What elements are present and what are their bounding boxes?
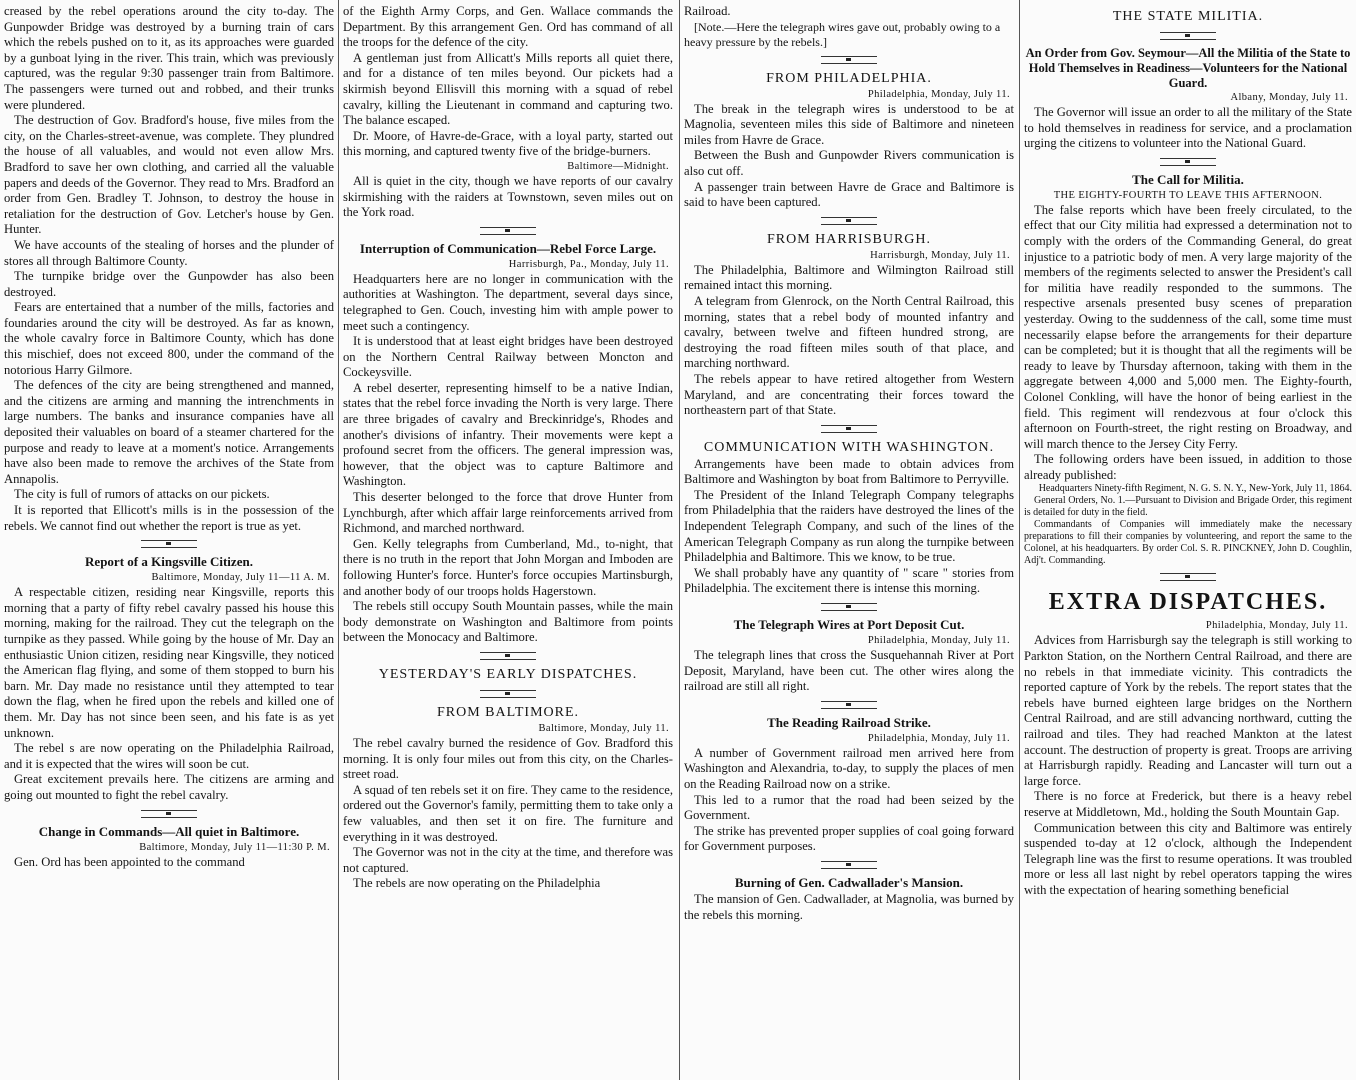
article-paragraph: The strike has prevented proper supplies of coal going forward for Government purposes. (684, 823, 1014, 854)
article-paragraph: Gen. Kelly telegraphs from Cumberland, Md., to-night, that there is no truth in the report that John Morgan and Imboden are following Hunter's force. Hunter's force occupies Martinsburgh, and another body of our troops holds Hagerstown. (343, 536, 673, 598)
column-2 (343, 4, 673, 1076)
article-paragraph: The false reports which have been freely circulated, to the effect that our City militia had expressed a determination not to comply with the orders of the Commanding General, do great injustice to a patriotic body of men. A very large majority of the members of the regiments selected to answer the President's call for militia have readily responded to the summons. The respective arsenals presented busy scenes of preparation yesterday. Owing to the suddenness of the call, some time must necessarily elapse before the arrangements for their departure can be completed; but it is thought that all the regiments will be ready to leave by Thursday afternoon, taking with them in the aggregate between 4,000 and 5,000 men. The Eighty-fourth, Colonel Conkling, will have the honor of being earliest in the field. This regiment will rendezvous at four o'clock this afternoon on Fourth-street, the right resting on Broadway, and will march thence to the Jersey City Ferry. (1024, 202, 1352, 451)
article-paragraph: The turnpike bridge over the Gunpowder has also been destroyed. (4, 269, 334, 299)
article-headline: The Telegraph Wires at Port Deposit Cut. (733, 617, 965, 633)
article-headline: Interruption of Communication—Rebel Force Large. (359, 240, 657, 256)
dateline: Philadelphia, Monday, July 11. (867, 732, 1010, 744)
section-heading: YESTERDAY'S EARLY DISPATCHES. (378, 666, 638, 682)
article-paragraph: The break in the telegraph wires is understood to be at Magnolia, seventeen miles this side of Baltimore and nineteen miles from Havre de Grace. (684, 101, 1014, 147)
article-headline: The Reading Railroad Strike. (767, 714, 931, 730)
dateline: Harrisburgh, Monday, July 11. (870, 249, 1010, 261)
article-paragraph: A passenger train between Havre de Grace and Baltimore is said to have been captured. (684, 179, 1014, 210)
article-paragraph: The rebel s are now operating on the Philadelphia Railroad, and it is expected that the wires will soon be cut. (4, 741, 334, 771)
column-rule (1019, 0, 1020, 1080)
section-separator (480, 652, 536, 660)
article-headline: Burning of Gen. Cadwallader's Mansion. (734, 874, 964, 890)
section-heading: THE STATE MILITIA. (1112, 9, 1264, 24)
article-paragraph: The mansion of Gen. Cadwallader, at Magnolia, was burned by the rebels this morning. (684, 891, 1014, 922)
article-paragraph: A number of Government railroad men arrived here from Washington and Alexandria, to-day, to supply the places of men on the Reading Railroad now on a strike. (684, 745, 1014, 791)
column-1 (4, 4, 334, 1076)
column-rule (338, 0, 339, 1080)
section-separator (821, 861, 877, 869)
article-paragraph: The rebels still occupy South Mountain passes, while the main body demonstrate on Washington and Baltimore from points between the Monocacy and Baltimore. (343, 599, 673, 645)
article-paragraph: We have accounts of the stealing of horses and the plunder of stores all through Baltimore County. (4, 237, 334, 268)
article-headline: The Call for Militia. (1132, 171, 1244, 187)
section-heading: FROM BALTIMORE. (436, 704, 580, 720)
article-paragraph: of the Eighth Army Corps, and Gen. Wallace commands the Department. By this arrangement Gen. Ord has command of all the troops for the defence of the city. (343, 4, 673, 50)
article-headline: Report of a Kingsville Citizen. (85, 554, 253, 570)
article-paragraph: A squad of ten rebels set it on fire. They came to the residence, ordered out the Governor's family, permitting them to take only a few valuables, and then set it on fire. The furniture and everything in it was destroyed. (343, 782, 673, 844)
section-separator (1160, 32, 1216, 40)
article-paragraph: The following orders have been issued, in addition to those already published: (1024, 452, 1352, 482)
column-rule (679, 0, 680, 1080)
section-separator (141, 810, 197, 818)
dateline: Baltimore—Midnight. (567, 160, 669, 172)
section-separator (1160, 158, 1216, 166)
dateline: Philadelphia, Monday, July 11. (867, 88, 1010, 100)
article-paragraph: Between the Bush and Gunpowder Rivers communication is also cut off. (684, 148, 1014, 178)
section-separator (1160, 573, 1216, 581)
section-heading: COMMUNICATION WITH WASHINGTON. (703, 439, 995, 455)
article-kicker: THE EIGHTY-FOURTH TO LEAVE THIS AFTERNOON. (1053, 189, 1323, 201)
article-paragraph: There is no force at Frederick, but there is a heavy rebel reserve at Middletown, Md., holding the South Mountain Gap. (1024, 789, 1352, 819)
dateline: Philadelphia, Monday, July 11. (867, 635, 1010, 647)
article-paragraph: A rebel deserter, representing himself to be a native Indian, states that the rebel force invading the North is very large. There are three brigades of cavalry and Breckinridge's, Rhodes and another's divisions of infantry. Their movements were kept a profound secret from the officers. The general impression was, however, that the object was to capture Baltimore and Washington. (343, 380, 673, 489)
dateline: Baltimore, Monday, July 11. (538, 722, 669, 734)
article-paragraph: The destruction of Gov. Bradford's house, five miles from the city, on the Charles-street-avenue, was complete. They plundred the house of all valuables, and would not even allow Mrs. Bradford to save her own clothing, and carried all the valuable papers and deeds of the Governor. They read to Mrs. Bradford an order from Gen. Bradley T. Johnson, to destroy the house in retaliation for the destruction of Gov. Letcher's house by Gen. Hunter. (4, 113, 334, 237)
dateline: Harrisburgh, Pa., Monday, July 11. (508, 258, 669, 270)
article-paragraph: The Philadelphia, Baltimore and Wilmington Railroad still remained intact this morning. (684, 262, 1014, 293)
dateline: Baltimore, Monday, July 11—11 A. M. (151, 572, 330, 584)
order-text: Commandants of Companies will immediately make the necessary preparations to fill their companies by volunteering, and report the same to the Colonel, at his headquarters. By order Col. S. R. PINCKNEY, John D. Coughlin, Adj't. Commanding. (1024, 519, 1352, 567)
article-paragraph: Fears are entertained that a number of the mills, factories and foundaries around the city will be destroyed. As far as known, the whole cavalry force in Baltimore County, which has done this mischief, does not exceed 800, under the command of the notorious Harry Gilmore. (4, 300, 334, 377)
article-paragraph: A telegram from Glenrock, on the North Central Railroad, this morning, states that a rebel body of mounted infantry and cavalry, between twelve and fifteen hundred strong, are destroying the road fifteen miles south of that place, and marching northward. (684, 293, 1014, 371)
article-paragraph: Arrangements have been made to obtain advices from Baltimore and Washington by boat from Baltimore to Perryville. (684, 456, 1014, 487)
article-paragraph: Communication between this city and Baltimore was entirely suspended to-day at 12 o'clock, although the Independent Telegraph line was the first to resume operations. It was troubled more or less all last night by rebel operators tapping the wires with the expectation of hearing something beneficial (1024, 820, 1352, 897)
section-separator (141, 540, 197, 548)
section-heading: FROM PHILADELPHIA. (766, 70, 932, 86)
article-paragraph: Railroad. (684, 4, 731, 18)
section-separator (821, 701, 877, 709)
section-heading: FROM HARRISBURGH. (766, 231, 932, 247)
order-text: General Orders, No. 1.—Pursuant to Division and Brigade Order, this regiment is detailed for duty in the field. (1024, 495, 1352, 519)
section-separator (821, 603, 877, 611)
editor-note: [Note.—Here the telegraph wires gave out, probably owing to a heavy pressure by the rebels.] (684, 19, 1001, 49)
article-paragraph: The rebels are now operating on the Philadelphia (353, 876, 601, 891)
article-paragraph: Headquarters here are no longer in communication with the authorities at Washington. The department, several days since, telegraphed to Gen. Couch, investing him with ample power to meet such a contingency. (343, 271, 673, 333)
article-paragraph: It is reported that Ellicott's mills is in the possession of the rebels. We cannot find out whether the report is true as yet. (4, 503, 334, 533)
article-paragraph: The rebels appear to have retired altogether from Western Maryland, and are concentrating their forces toward the northeastern part of that State. (684, 371, 1014, 418)
dateline: Philadelphia, Monday, July 11. (1205, 620, 1348, 632)
article-paragraph: Dr. Moore, of Havre-de-Grace, with a loyal party, started out this morning, and captured twenty five of the bridge-burners. (343, 128, 673, 159)
article-paragraph: The Governor was not in the city at the time, and therefore was not captured. (343, 845, 673, 875)
article-paragraph: Gen. Ord has been appointed to the command (14, 854, 245, 869)
article-paragraph: The city is full of rumors of attacks on our pickets. (14, 487, 270, 502)
article-paragraph: A gentleman just from Allicatt's Mills reports all quiet there, and for a distance of ten miles beyond. Our pickets had a skirmish beyond Ellisvill this morning with a squad of rebel cavalry, killing the Lieutenant in command and capturing two. The balance escaped. (343, 50, 673, 128)
dateline: Baltimore, Monday, July 11—11:30 P. M. (139, 841, 330, 853)
article-paragraph: The President of the Inland Telegraph Company telegraphs from Philadelphia that the raiders have destroyed the lines of the Independent Telegraph Company, and such of the lines of the American Telegraph Company as run along the turnpike between Philadelphia and Baltimore. This we know, to be true. (684, 487, 1014, 565)
article-paragraph: The telegraph lines that cross the Susquehannah River at Port Deposit, Maryland, have been cut. The other wires along the railroad are still all right. (684, 648, 1014, 694)
article-paragraph: Advices from Harrisburgh say the telegraph is still working to Parkton Station, on the Northern Central Railroad, and there are no rebels in that immediate vicinity. This contradicts the reported capture of York by the rebels. The report states that the rebels have burned eighteen large bridges on the Northern Central Railroad, and are still advancing northward, cutting the railroad and tiles. They had reached Mankton at the latest account. The destruction of property is great. Troops are arriving at Harrisburgh rapidly. Reading and Lancaster will turn out a large force. (1024, 633, 1352, 788)
dateline: Albany, Monday, July 11. (1230, 92, 1348, 103)
section-separator (480, 227, 536, 235)
order-heading: Headquarters Ninety-fifth Regiment, N. G. S. N. Y., New-York, July 11, 1864. (1038, 483, 1352, 495)
article-paragraph: The defences of the city are being strengthened and manned, and the citizens are arming and manning the intrenchments in large numbers. The banks and insurance companies have all deposited their valuables on board of a steamer chartered for the purpose and ready to leave at a moment's notice. Arrangements have also been made to remove the archives of the State from Annapolis. (4, 378, 334, 486)
section-separator (480, 690, 536, 698)
article-paragraph: All is quiet in the city, though we have reports of our cavalry skirmishing with the raiders at Townstown, seven miles out on the York road. (343, 173, 673, 220)
article-paragraph: This deserter belonged to the force that drove Hunter from Lynchburgh, after which affair large reinforcements arrived from Richmond, and marched northward. (343, 490, 673, 536)
article-paragraph: The Governor will issue an order to all the military of the State to hold themselves in readiness for service, and a proclamation urging the citizens to volunteer into the National Guard. (1024, 105, 1352, 151)
column-4 (1024, 4, 1352, 1076)
article-paragraph: Great excitement prevails here. The citizens are arming and going out mounted to fight the rebel cavalry. (4, 772, 334, 802)
article-headline: Change in Commands—All quiet in Baltimore. (38, 823, 300, 839)
section-banner: EXTRA DISPATCHES. (1048, 589, 1328, 616)
article-paragraph: A respectable citizen, residing near Kingsville, reports this morning that a party of fifty rebel cavalry passed his house this morning, making for the railroad. They cut the telegraph on the turnpike as they passed. While going by the house of Mr. Day an enthusiastic Union citizen, residing near Kingsville, they noticed the American flag flying, and some of them stopped to burn his barn. Mr. Day made no resistance until they attempted to tear down the flag, when he fired upon the rebels and killed one of them. Mr. Day has not since been seen, and his fate is as yet unknown. (4, 585, 334, 740)
column-3 (684, 4, 1014, 1076)
article-paragraph: It is understood that at least eight bridges have been destroyed on the Northern Central Railway between Moncton and Cockeysville. (343, 334, 673, 380)
section-separator (821, 56, 877, 64)
section-separator (821, 425, 877, 433)
article-paragraph: This led to a rumor that the road had been seized by the Government. (684, 792, 1014, 823)
article-paragraph: creased by the rebel operations around the city to-day. The Gunpowder Bridge was destroyed by a burning train of cars which the rebels pushed on to it, as its approaches were guarded by a gunboat lying in the river. This train, which was previously captured, was the regular 9:30 passenger train from Baltimore. The passengers were turned out and robbed, and their trunks were plundered. (4, 4, 334, 112)
article-subheadline: An Order from Gov. Seymour—All the Militia of the State to Hold Themselves in Readiness—Volunteers for the National Guard. (1025, 46, 1351, 90)
article-paragraph: The rebel cavalry burned the residence of Gov. Bradford this morning. It is only four miles out from this city, on the Charles-street road. (343, 735, 673, 782)
article-paragraph: We shall probably have any quantity of " scare " stories from Philadelphia. The excitement there is intense this morning. (684, 565, 1014, 596)
section-separator (821, 217, 877, 225)
